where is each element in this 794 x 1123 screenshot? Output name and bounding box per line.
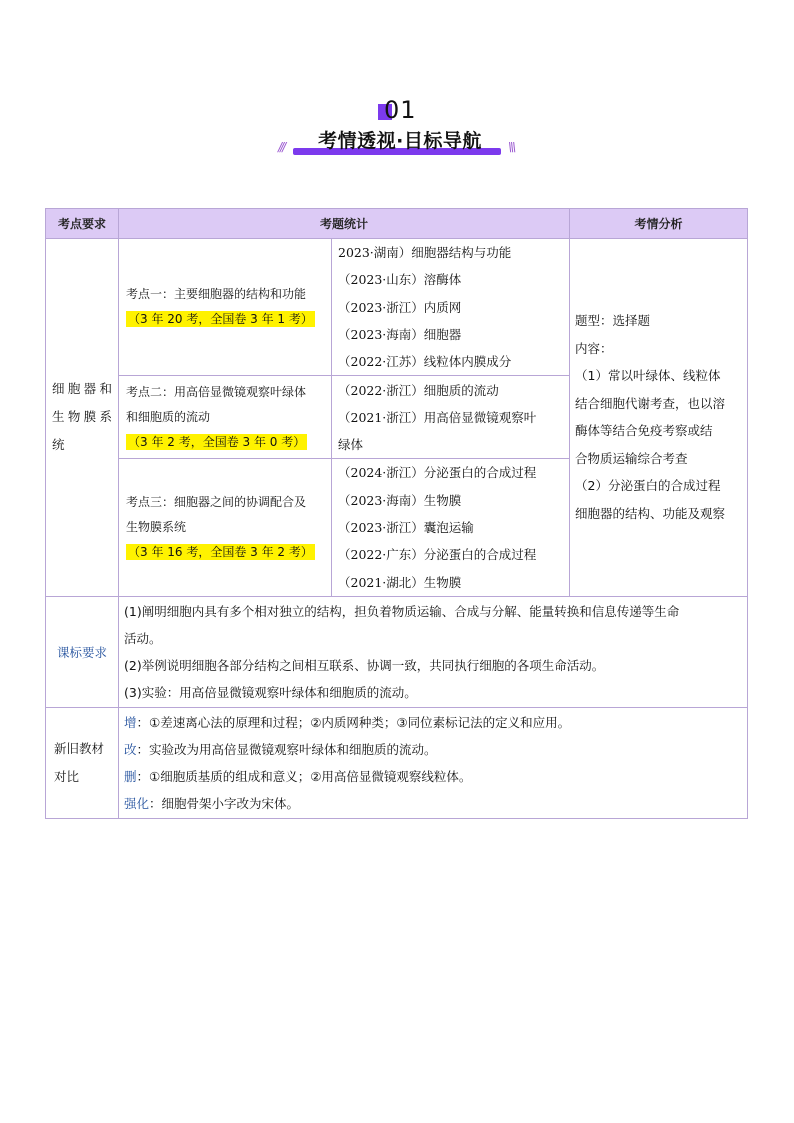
compare-tag: 改 [124,741,137,757]
kaodian-1-stat: （3 年 20 考，全国卷 3 年 1 考） [128,312,313,327]
compare-label-line2: 对比 [54,768,80,784]
compare-tag: 强化 [124,795,150,811]
compare-label-cell [46,707,119,818]
kaodian-3-name-line1: 考点三：细胞器之间的协调配合及 [126,495,307,510]
compare-line [124,790,742,817]
list-item: （2023·海南）细胞器 [338,326,462,342]
section-header [0,96,794,160]
left-decoration: /// [278,140,285,154]
compare-line [124,736,742,763]
analysis-cell [570,239,748,597]
list-item: 绿体 [338,437,364,453]
kaodian-2-name-line2: 和细胞质的流动 [126,409,211,424]
kaodian-3-stat: （3 年 16 考，全国卷 3 年 2 考） [128,545,313,560]
analysis-line: 细胞器的结构、功能及观察 [575,505,726,521]
right-decoration: \\\ [508,140,515,154]
kaodian-1-items [332,239,570,376]
analysis-line: 合物质运输综合考查 [575,450,688,466]
table-row [46,707,748,818]
compare-label-line1: 新旧教材 [54,740,105,756]
kaodian-1-name: 考点一：主要细胞器的结构和功能 [126,287,307,302]
table-row [46,239,748,376]
list-item: （2024·浙江）分泌蛋白的合成过程 [338,465,537,481]
compare-tag: 删 [124,768,137,784]
compare-text: ：细胞骨架小字改为宋体。 [149,795,300,811]
compare-text: ：①差速离心法的原理和过程；②内质网种类；③同位素标记法的定义和应用。 [136,714,571,730]
curriculum-line: (2)举例说明细胞各部分结构之间相互联系、协调一致，共同执行细胞的各项生命活动。 [124,657,605,673]
analysis-line: （1）常以叶绿体、线粒体 [575,368,721,384]
section-title: 考情透视·目标导航 [318,130,482,152]
curriculum-label: 课标要求 [46,596,119,707]
compare-line [124,763,742,790]
kaodian-3-cell [119,459,332,596]
curriculum-line: (3)实验：用高倍显微镜观察叶绿体和细胞质的流动。 [124,684,417,700]
compare-text: ：①细胞质基质的组成和意义；②用高倍显微镜观察线粒体。 [136,768,472,784]
list-item: （2022·江苏）线粒体内膜成分 [338,354,512,370]
list-item: （2021·浙江）用高倍显微镜观察叶 [338,409,537,425]
kaodian-2-cell [119,376,332,459]
compare-tag: 增 [124,714,137,730]
category-label: 细胞器和生物膜系统 [52,381,112,453]
list-item: （2022·广东）分泌蛋白的合成过程 [338,547,537,563]
curriculum-line: (1)阐明细胞内具有多个相对独立的结构，担负着物质运输、合成与分解、能量转换和信息传递等生命 [124,603,680,619]
col-header-analysis: 考情分析 [570,209,748,239]
kaodian-3-name-line2: 生物膜系统 [126,520,187,535]
section-number: 01 [384,96,417,124]
list-item: （2023·海南）生物膜 [338,492,462,508]
analysis-line: 题型：选择题 [575,313,651,329]
list-item: （2022·浙江）细胞质的流动 [338,382,499,398]
list-item: （2023·山东）溶酶体 [338,272,462,288]
analysis-line: 内容： [575,340,613,356]
exam-analysis-table [45,208,748,819]
compare-cell [119,707,748,818]
analysis-line: （2）分泌蛋白的合成过程 [575,478,721,494]
kaodian-2-name-line1: 考点二：用高倍显微镜观察叶绿体 [126,384,307,399]
analysis-line: 酶体等结合免疫考察或结 [575,423,713,439]
kaodian-1-cell [119,239,332,376]
list-item: （2021·湖北）生物膜 [338,574,462,590]
col-header-statistics: 考题统计 [119,209,570,239]
list-item: 2023·湖南）细胞器结构与功能 [338,245,512,260]
curriculum-line: 活动。 [124,630,162,646]
analysis-line: 结合细胞代谢考查，也以溶 [575,395,726,411]
curriculum-cell [119,596,748,707]
list-item: （2023·浙江）囊泡运输 [338,520,474,536]
kaodian-2-stat: （3 年 2 考，全国卷 3 年 0 考） [128,434,306,449]
list-item: （2023·浙江）内质网 [338,299,462,315]
col-header-requirement: 考点要求 [46,209,119,239]
table-row [46,596,748,707]
table-header-row [46,209,748,239]
category-cell [46,239,119,597]
compare-line [124,709,742,736]
kaodian-2-items [332,376,570,459]
kaodian-3-items [332,459,570,596]
compare-text: ：实验改为用高倍显微镜观察叶绿体和细胞质的流动。 [136,741,437,757]
